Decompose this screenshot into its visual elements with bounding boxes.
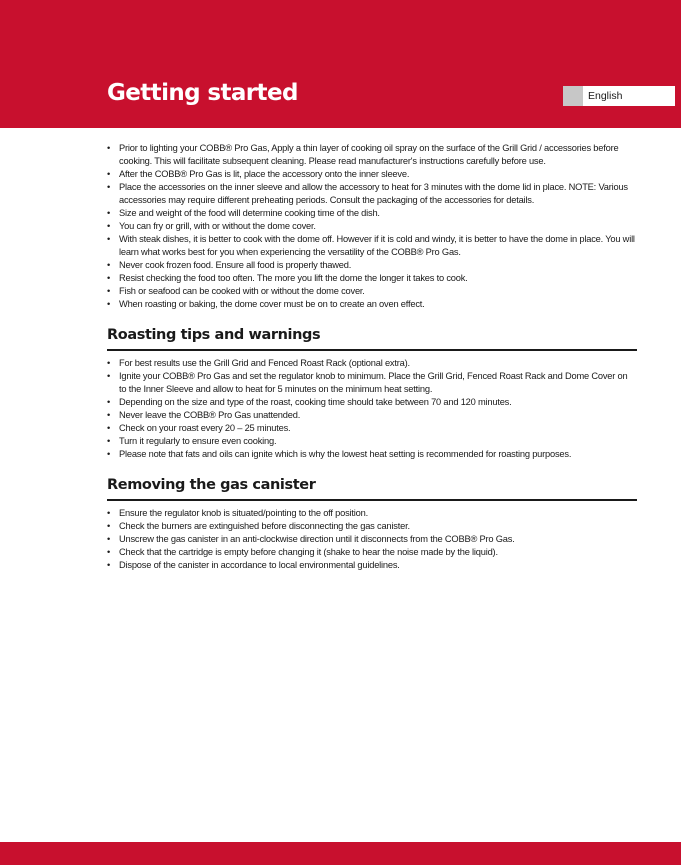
list-item: • Size and weight of the food will determine cooking time of the dish. — [107, 207, 637, 220]
list-item: • Fish or seafood can be cooked with or without the dome cover. — [107, 285, 637, 298]
footer-bar — [0, 842, 681, 865]
list-item: • Ignite your COBB® Pro Gas and set the regulator knob to minimum. Place the Grill Grid, Fenced Roast Rack and Dome Cover on to the Inner Sleeve and allow to heat for 5 minutes on the minimum heat setting. — [107, 370, 637, 396]
list-item: • Dispose of the canister in accordance to local environmental guidelines. — [107, 559, 637, 572]
language-label: English — [588, 90, 623, 102]
list-item: • When roasting or baking, the dome cover must be on to create an oven effect. — [107, 298, 637, 311]
list-item: • Check that the cartridge is empty before changing it (shake to hear the noise made by the liquid). — [107, 546, 637, 559]
list-item: • For best results use the Grill Grid and Fenced Roast Rack (optional extra). — [107, 357, 637, 370]
list-item: • Never cook frozen food. Ensure all food is properly thawed. — [107, 259, 637, 272]
intro-list — [107, 142, 637, 311]
list-item: • Depending on the size and type of the roast, cooking time should take between 70 and 120 minutes. — [107, 396, 637, 409]
list-item: • Prior to lighting your COBB® Pro Gas, Apply a thin layer of cooking oil spray on the surface of the Grill Grid / accessories before cooking. This will facilitate subsequent cleaning. Please read manufacturer's instructions carefully before use. — [107, 142, 637, 168]
roasting-heading: Roasting tips and warnings — [107, 325, 637, 351]
canister-list — [107, 507, 637, 572]
language-swatch — [563, 86, 583, 106]
list-item: • Unscrew the gas canister in an anti-clockwise direction until it disconnects from the COBB® Pro Gas. — [107, 533, 637, 546]
page-title: Getting started — [107, 80, 298, 106]
list-item: • Please note that fats and oils can ignite which is why the lowest heat setting is recommended for roasting purposes. — [107, 448, 637, 461]
list-item: • Turn it regularly to ensure even cooking. — [107, 435, 637, 448]
list-item: • You can fry or grill, with or without the dome cover. — [107, 220, 637, 233]
roasting-list — [107, 357, 637, 461]
list-item: • Place the accessories on the inner sleeve and allow the accessory to heat for 3 minutes with the dome lid in place. NOTE: Various accessories may require different preheating periods. Consult the packaging of the accessories for details. — [107, 181, 637, 207]
list-item: • Never leave the COBB® Pro Gas unattended. — [107, 409, 637, 422]
main-content — [107, 142, 637, 572]
language-indicator — [563, 86, 675, 106]
canister-heading: Removing the gas canister — [107, 475, 637, 501]
roasting-section — [107, 325, 637, 461]
list-item: • Check the burners are extinguished before disconnecting the gas canister. — [107, 520, 637, 533]
canister-section — [107, 475, 637, 572]
list-item: • After the COBB® Pro Gas is lit, place the accessory onto the inner sleeve. — [107, 168, 637, 181]
list-item: • Resist checking the food too often. The more you lift the dome the longer it takes to cook. — [107, 272, 637, 285]
header-banner — [0, 0, 681, 128]
list-item: • With steak dishes, it is better to cook with the dome off. However if it is cold and windy, it is better to have the dome in place. You will learn what works best for you when experiencing the versatility of the COBB® Pro Gas. — [107, 233, 637, 259]
list-item: • Check on your roast every 20 – 25 minutes. — [107, 422, 637, 435]
list-item: • Ensure the regulator knob is situated/pointing to the off position. — [107, 507, 637, 520]
